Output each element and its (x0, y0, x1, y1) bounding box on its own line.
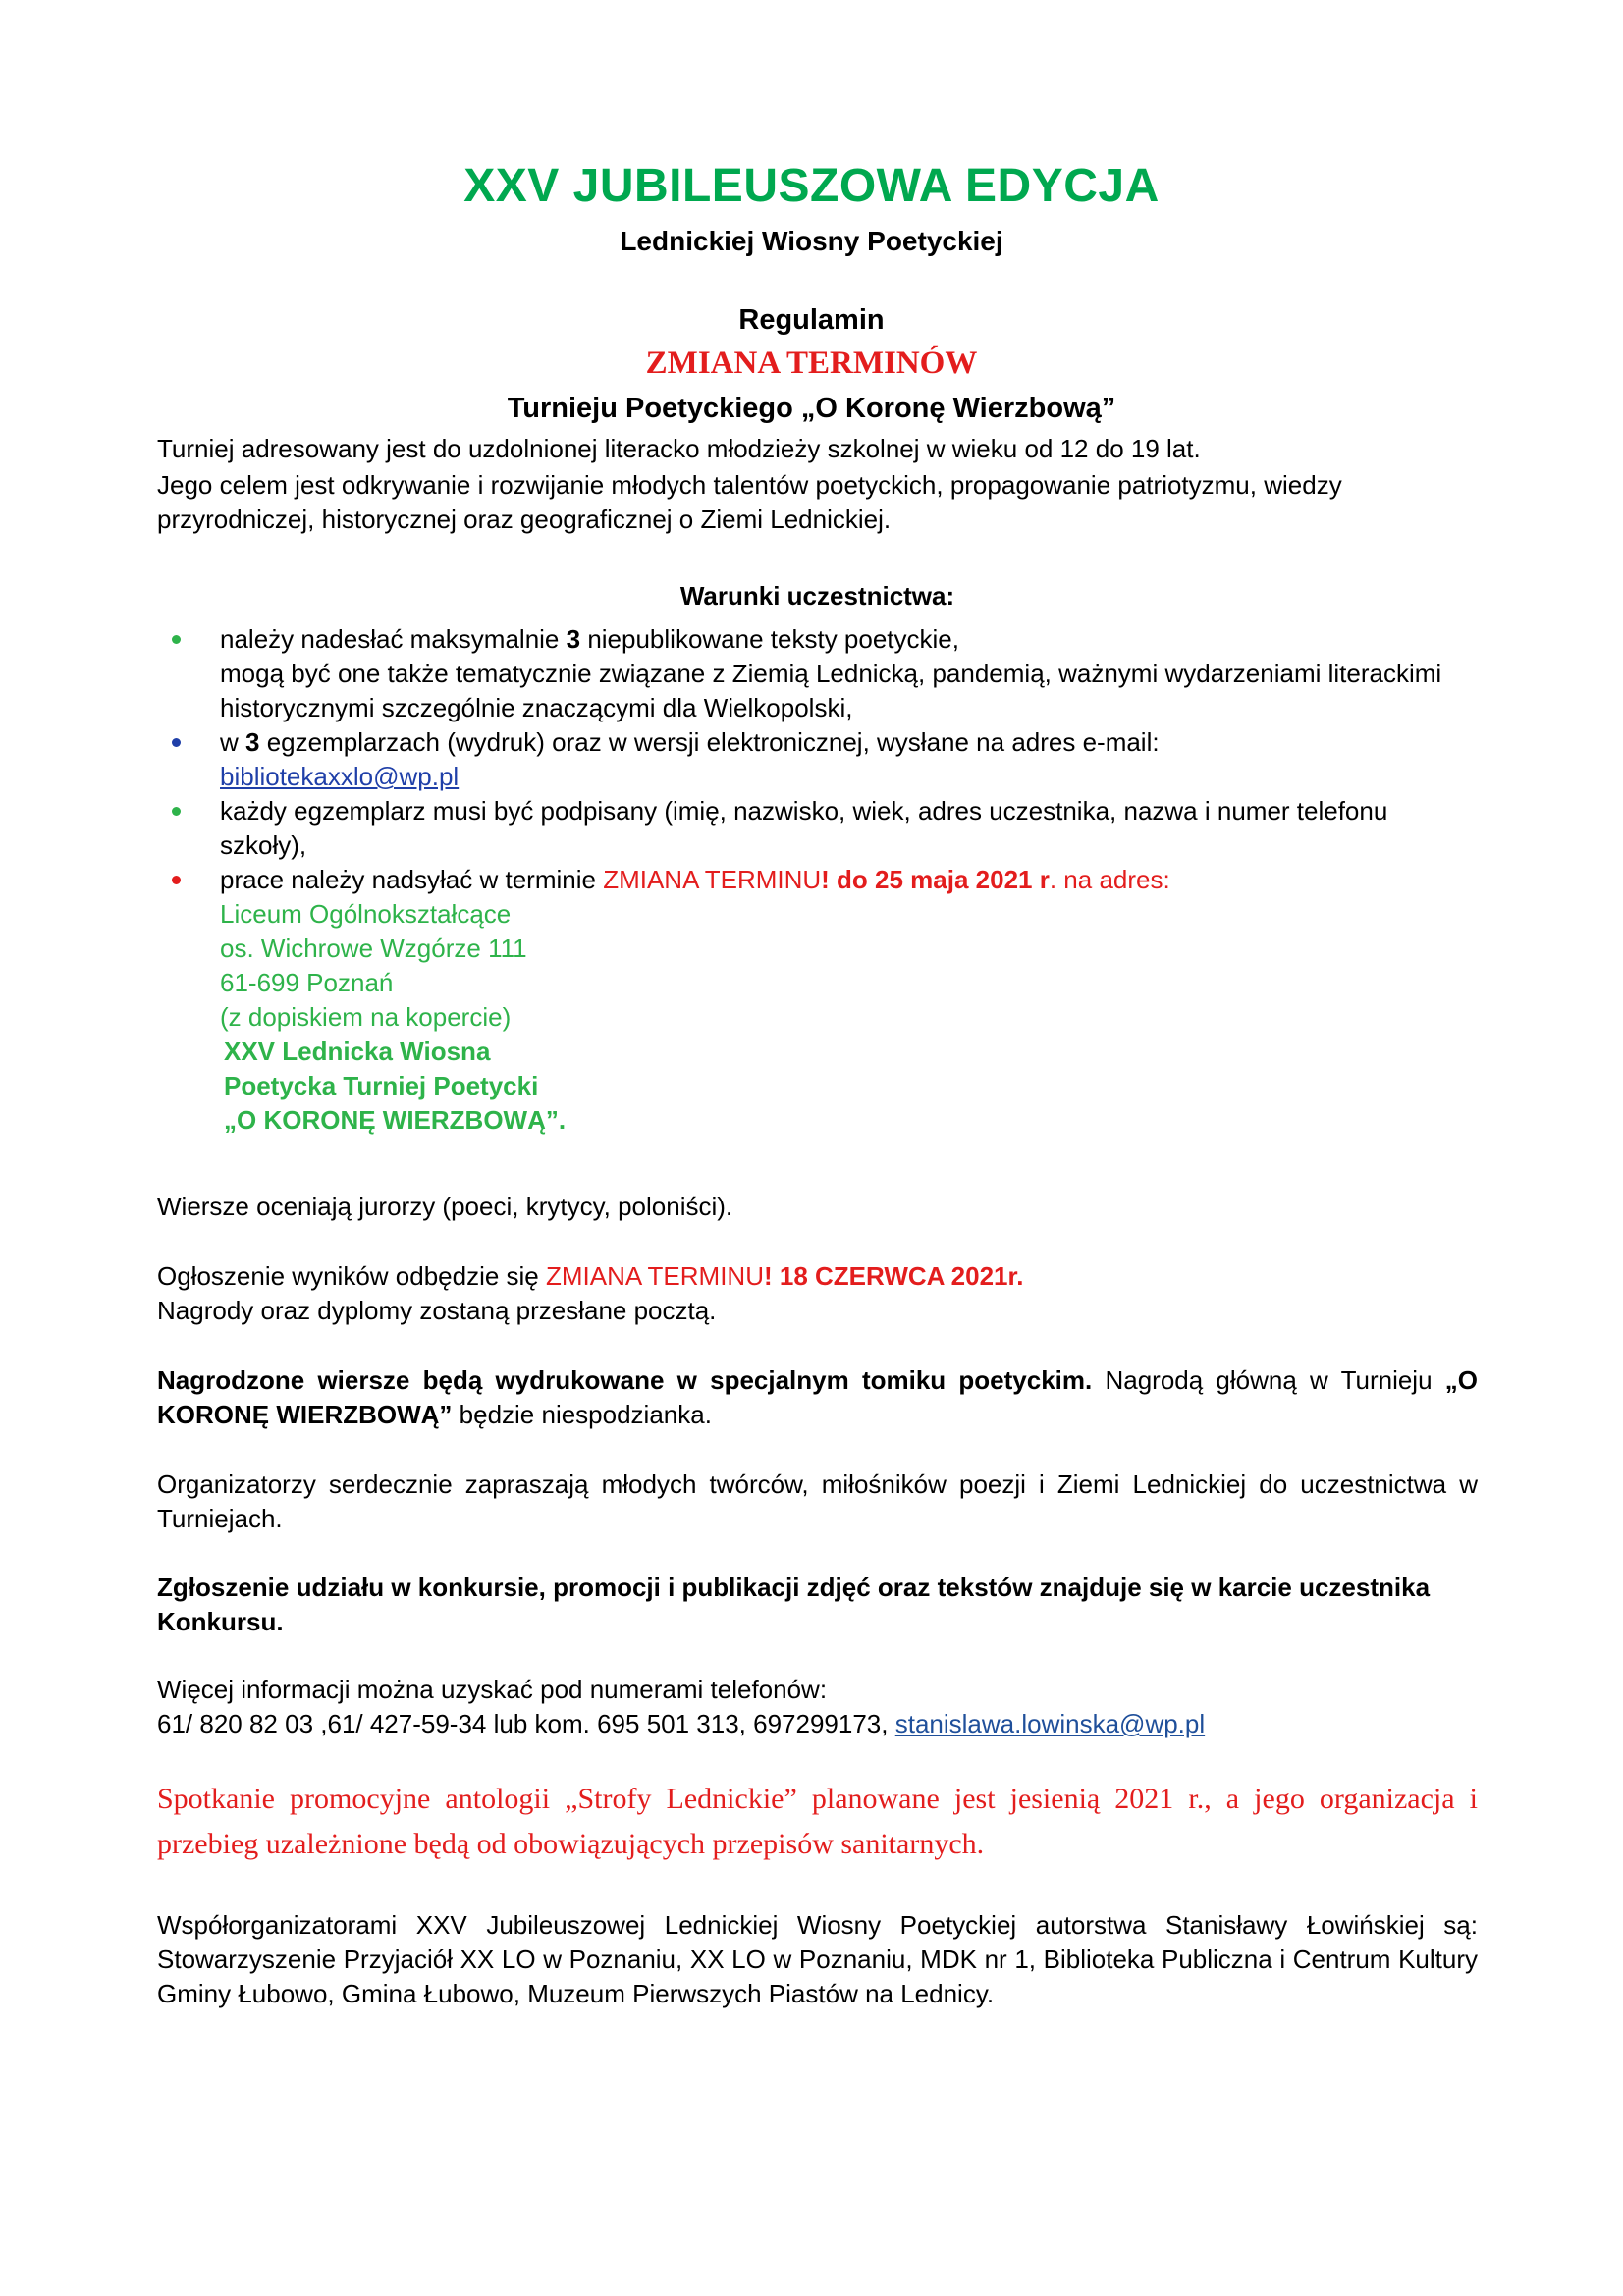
condition-4-r: r (1032, 865, 1050, 894)
results-date: ! 18 CZERWCA 2021r. (763, 1261, 1024, 1291)
results-prizes-mail: Nagrody oraz dyplomy zostaną przesłane pocztą. (157, 1296, 717, 1325)
tournament-title: Turnieju Poetyckiego „O Koronę Wierzbową” (507, 393, 1116, 424)
condition-4-change-notice: ZMIANA TERMINU (603, 865, 822, 894)
jury-text: Wiersze oceniają jurorzy (poeci, krytycy, poloniści). (157, 1192, 733, 1221)
conditions-heading: Warunki uczestnictwa: (679, 581, 955, 611)
results-text: Ogłoszenie wyników odbędzie się (157, 1261, 546, 1291)
condition-item-1 (157, 622, 1478, 725)
contact-email-link[interactable]: stanislawa.lowinska@wp.pl (894, 1709, 1206, 1738)
bullet-icon (172, 635, 181, 644)
contact-phones: 61/ 820 82 03 ,61/ 427-59-34 lub kom. 695 501 313, 697299173, (157, 1709, 895, 1738)
condition-2-text: w (220, 727, 245, 757)
condition-item-2 (157, 725, 1478, 794)
promo-paragraph: Spotkanie promocyjne antologii „Strofy Lednickie” planowane jest jesienią 2021 r., a jego organizacja i przebieg uzależnione będą od obowiązujących przepisów sanitarnych. (157, 1783, 1478, 1860)
condition-item-3 (157, 794, 1478, 863)
address-line-6: Poetycka Turniej Poetycki (224, 1071, 539, 1100)
intro-line-1: Turniej adresowany jest do uzdolnionej literacko młodzieży szkolnej w wieku od 12 do 19 lat. (157, 434, 1201, 463)
address-line-4: (z dopiskiem na kopercie) (220, 1002, 512, 1032)
zmiana-terminow-heading: ZMIANA TERMINÓW (645, 346, 978, 381)
prizes-text: Nagrodą główną w Turnieju (1092, 1365, 1445, 1395)
bullet-icon (172, 807, 181, 816)
condition-4-text-e: . na adres: (1049, 865, 1170, 894)
condition-1-detail: mogą być one także tematycznie związane z Ziemią Lednicką, pandemią, ważnymi wydarzeniami literackimi historycznymi szczególnie znaczącymi dla Wielkopolski, (220, 659, 1442, 722)
condition-4-text: prace należy nadsyłać w terminie (220, 865, 604, 894)
condition-1-text-b: niepublikowane teksty poetyckie, (580, 624, 959, 654)
condition-2-number: 3 (245, 727, 260, 757)
prizes-title: „O KORONĘ WIERZBOWĄ” (157, 1365, 1478, 1429)
subtitle: Lednickiej Wiosny Poetyckiej (620, 226, 1003, 256)
results-change-notice: ZMIANA TERMINU (546, 1261, 764, 1291)
condition-4-deadline: ! do 25 maja 2021 (821, 865, 1033, 894)
bullet-icon (172, 876, 181, 884)
prizes-bold-text: Nagrodzone wiersze będą wydrukowane w specjalnym tomiku poetyckim. (157, 1365, 1093, 1395)
consent-paragraph: Zgłoszenie udziału w konkursie, promocji i publikacji zdjęć oraz tekstów znajduje się w karcie uczestnika Konkursu. (157, 1573, 1431, 1636)
library-email-link[interactable]: bibliotekaxxlo@wp.pl (220, 762, 460, 791)
contact-paragraph (157, 1673, 1478, 1741)
regulamin-heading: Regulamin (738, 304, 885, 336)
intro-line-2: Jego celem jest odkrywanie i rozwijanie młodych talentów poetyckich, propagowanie patriotyzmu, wiedzy przyrodniczej, historycznej oraz geograficznej o Ziemi Lednickiej. (157, 470, 1342, 534)
results-paragraph (157, 1259, 1478, 1328)
address-line-5: XXV Lednicka Wiosna (224, 1037, 491, 1066)
address-line-3: 61-699 Poznań (220, 968, 394, 997)
postal-address (157, 897, 1478, 1138)
prizes-paragraph (157, 1363, 1478, 1432)
address-line-2: os. Wichrowe Wzgórze 111 (220, 934, 527, 963)
condition-1-number: 3 (566, 624, 581, 654)
prizes-text-end: będzie niespodzianka. (452, 1400, 712, 1429)
condition-3-text: każdy egzemplarz musi być podpisany (imię, nazwisko, wiek, adres uczestnika, nazwa i numer telefonu szkoły), (220, 796, 1388, 860)
contact-intro: Więcej informacji można uzyskać pod numerami telefonów: (157, 1675, 828, 1704)
conditions-list (157, 622, 1478, 1138)
condition-item-4 (157, 863, 1478, 897)
main-title: XXV JUBILEUSZOWA EDYCJA (463, 160, 1160, 212)
condition-2-text-b: egzemplarzach (wydruk) oraz w wersji elektronicznej, wysłane na adres e-mail: (259, 727, 1160, 757)
condition-1-text: należy nadesłać maksymalnie (220, 624, 567, 654)
bullet-icon (172, 738, 181, 747)
invite-paragraph: Organizatorzy serdecznie zapraszają młodych twórców, miłośników poezji i Ziemi Lednickiej do uczestnictwa w Turniejach. (157, 1469, 1478, 1533)
coorganizers-paragraph: Współorganizatorami XXV Jubileuszowej Lednickiej Wiosny Poetyckiej autorstwa Stanisławy Łowińskiej są: Stowarzyszenie Przyjaciół XX LO w Poznaniu, XX LO w Poznaniu, MDK nr 1, Biblioteka Publiczna i Centrum Kultury Gminy Łubowo, Gmina Łubowo, Muzeum Pierwszych Piastów na Lednicy. (157, 1910, 1478, 2008)
address-line-7: „O KORONĘ WIERZBOWĄ”. (224, 1105, 567, 1135)
address-line-1: Liceum Ogólnokształcące (220, 899, 512, 929)
